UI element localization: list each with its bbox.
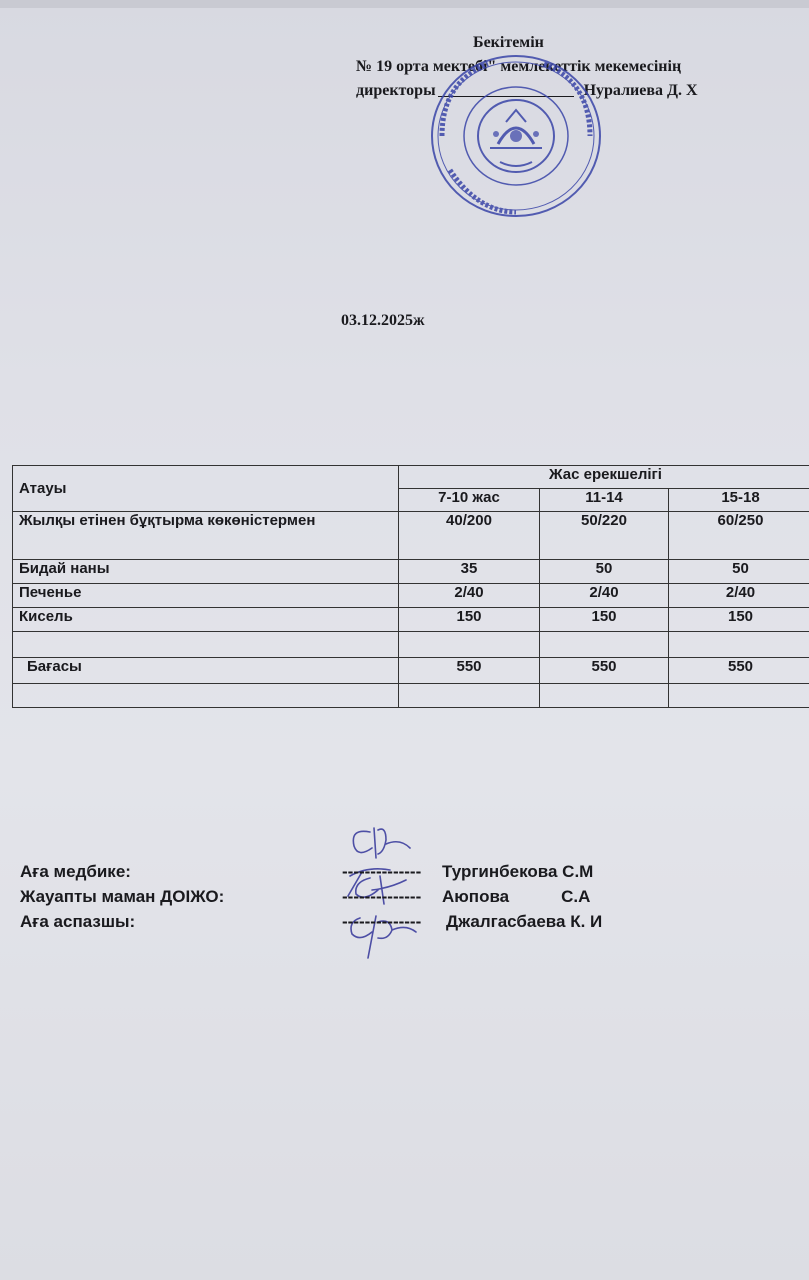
dish-name: Печенье — [13, 584, 399, 608]
table-row-empty — [13, 632, 809, 658]
portion-value — [669, 632, 809, 658]
price-label: Бағасы — [13, 658, 399, 684]
table-row — [13, 608, 809, 632]
portion-value: 50/220 — [540, 512, 669, 560]
signature-role: Аға аспазшы: — [20, 912, 136, 931]
price-value: 550 — [399, 658, 540, 684]
official-seal — [428, 52, 604, 220]
portion-value: 150 — [540, 608, 669, 632]
signature-line: -------------- — [342, 912, 422, 931]
header-age-15-18: 15-18 — [669, 489, 809, 512]
header-age-11-14: 11-14 — [540, 489, 669, 512]
signature-line: -------------- — [342, 862, 422, 881]
approval-organization: № 19 орта мектебі" мемлекеттік мекемесінің — [356, 58, 682, 75]
portion-value — [540, 684, 669, 708]
portion-value — [669, 684, 809, 708]
dish-name: Бидай наны — [13, 560, 399, 584]
portion-value: 40/200 — [399, 512, 540, 560]
portion-value: 2/40 — [399, 584, 540, 608]
portion-value: 60/250 — [669, 512, 809, 560]
header-age-7-10: 7-10 жас — [399, 489, 540, 512]
portion-value: 50 — [669, 560, 809, 584]
price-value: 550 — [669, 658, 809, 684]
signature-person: Джалгасбаева К. И — [446, 912, 603, 931]
table-row-empty — [13, 684, 809, 708]
portion-value: 2/40 — [540, 584, 669, 608]
header-age-group: Жас ерекшелігі — [399, 466, 809, 489]
director-name: Нуралиева Д. Х — [583, 82, 698, 99]
director-label: директоры — [356, 82, 436, 99]
table-row — [13, 512, 809, 560]
portion-value — [399, 684, 540, 708]
table-row — [13, 584, 809, 608]
signature-person: Аюпова С.А — [442, 887, 591, 906]
table-row-price — [13, 658, 809, 684]
table-row — [13, 560, 809, 584]
price-value: 550 — [540, 658, 669, 684]
portion-value: 2/40 — [669, 584, 809, 608]
signature-person: Тургинбекова С.М — [442, 862, 594, 881]
paper-edge — [0, 0, 809, 8]
dish-name: Кисель — [13, 608, 399, 632]
portion-value — [399, 632, 540, 658]
signature-role: Жауапты маман ДОІЖО: — [20, 887, 225, 906]
portion-value: 150 — [669, 608, 809, 632]
portion-value: 50 — [540, 560, 669, 584]
portion-value: 150 — [399, 608, 540, 632]
dish-name — [13, 684, 399, 708]
portion-value: 35 — [399, 560, 540, 584]
signature-line: -------------- — [342, 887, 422, 906]
menu-table — [12, 465, 809, 708]
signature-role: Аға медбике: — [20, 862, 131, 881]
header-name: Атауы — [13, 466, 399, 512]
approval-title: Бекітемін — [473, 34, 544, 51]
menu-date: 03.12.2025ж — [341, 312, 425, 329]
dish-name: Жылқы етінен бұқтырма көкөністермен — [13, 512, 399, 560]
dish-name — [13, 632, 399, 658]
portion-value — [540, 632, 669, 658]
